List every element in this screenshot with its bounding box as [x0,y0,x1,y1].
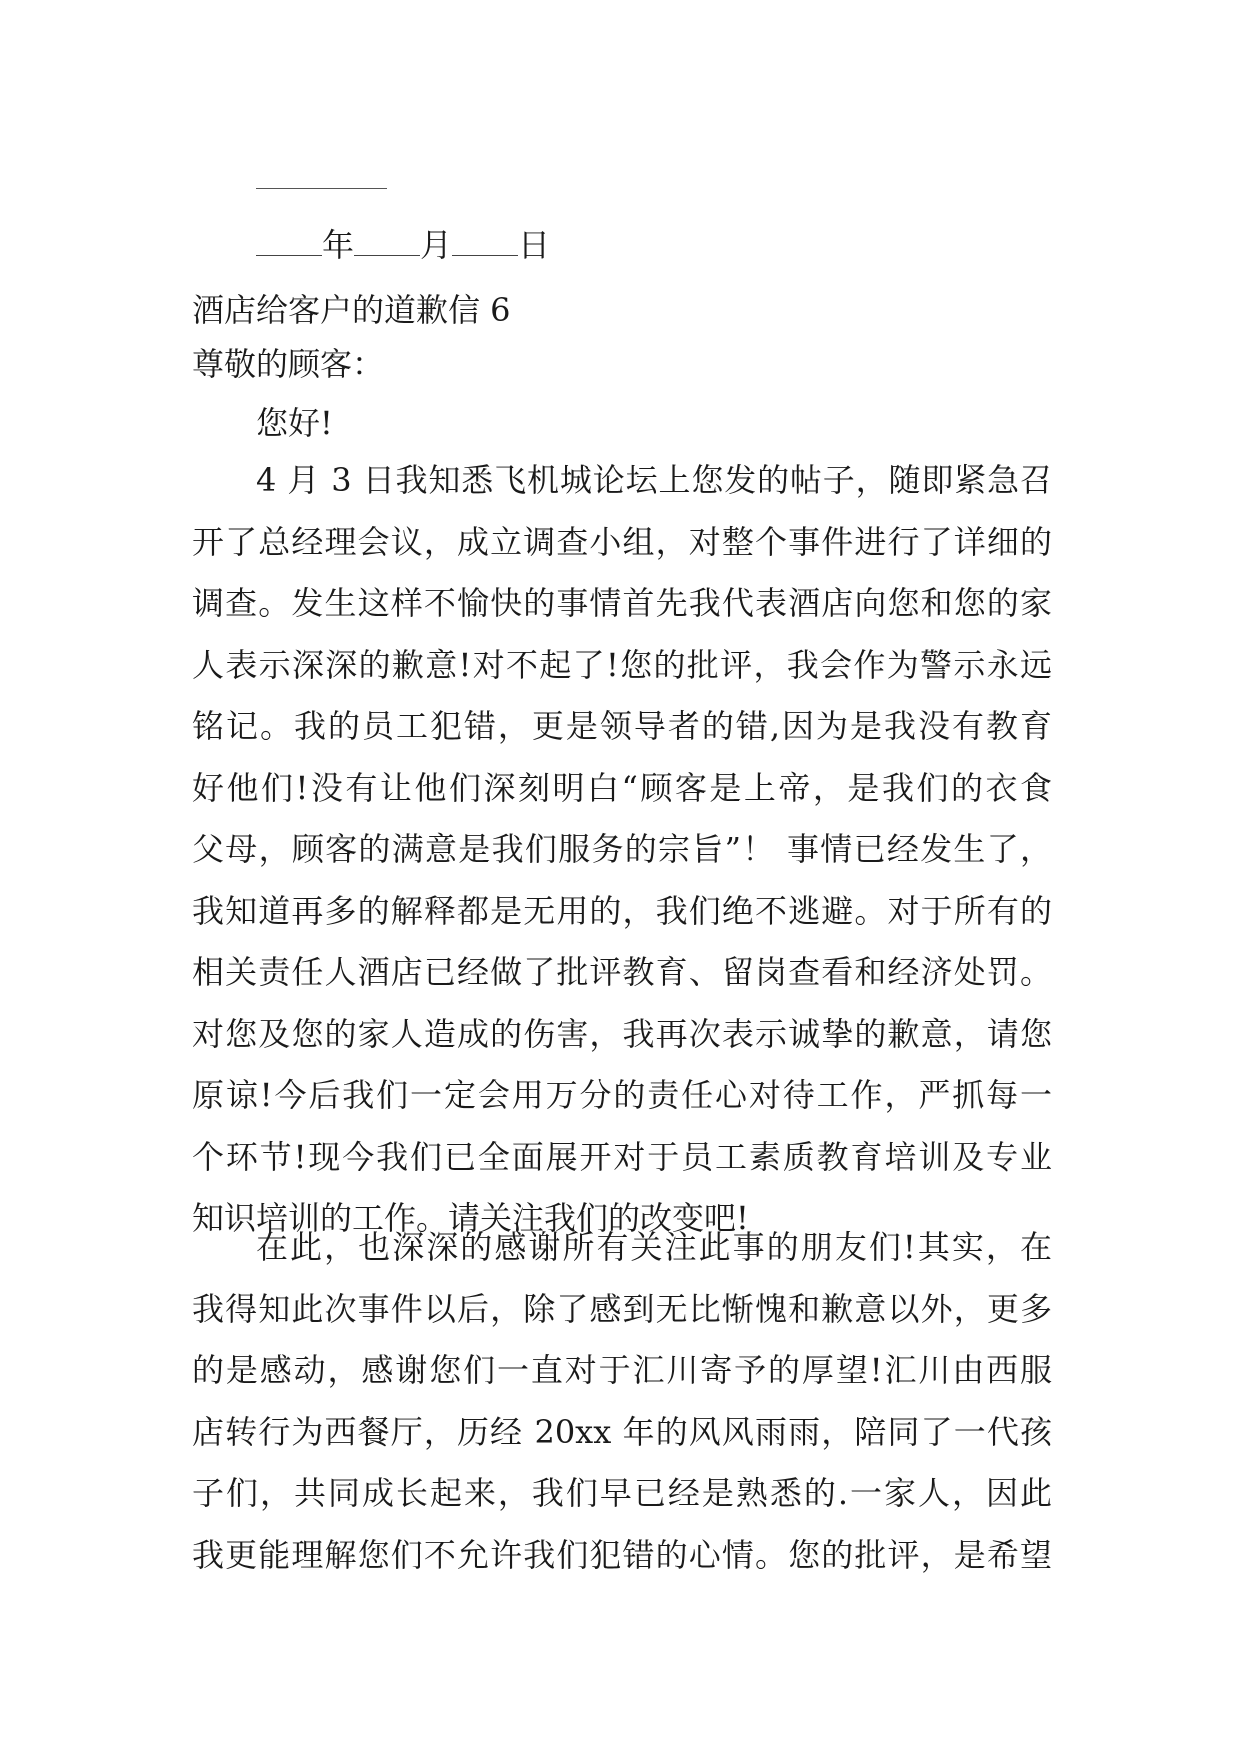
day-label: 日 [518,226,551,264]
paragraph-line: 铭记。我的员工犯错，更是领导者的错,因为是我没有教育 [192,707,1052,745]
day-blank [452,225,518,256]
paragraph-line: 好他们!没有让他们深刻明白“顾客是上帝，是我们的衣食 [192,768,1052,807]
paragraph-line: 4 月 3 日我知悉飞机城论坛上您发的帖子，随即紧急召 [256,461,1052,499]
letter-salutation: 尊敬的顾客： [192,345,385,383]
year-label: 年 [322,226,355,264]
paragraph-line: 我知道再多的解释都是无用的，我们绝不逃避。对于所有的 [192,891,1052,930]
month-label: 月 [420,226,453,264]
paragraph-line: 子们，共同成长起来，我们早已经是熟悉的.一家人，因此 [192,1474,1052,1512]
signature-blank-line [256,188,387,189]
paragraph-line: 父母，顾客的满意是我们服务的宗旨”！ 事情已经发生了， [192,830,1052,868]
letter-title: 酒店给客户的道歉信 6 [192,291,511,329]
paragraph-line: 原谅!今后我们一定会用万分的责任心对待工作，严抓每一 [192,1076,1052,1114]
paragraph-line: 个环节!现今我们已全面展开对于员工素质教育培训及专业 [192,1137,1052,1176]
date-line [256,225,550,265]
paragraph-line: 的是感动，感谢您们一直对于汇川寄予的厚望!汇川由西服 [192,1351,1052,1389]
paragraph-line: 在此，也深深的感谢所有关注此事的朋友们!其实，在 [256,1228,1052,1266]
paragraph-line: 人表示深深的歉意!对不起了!您的批评，我会作为警示永远 [192,645,1052,684]
letter-greeting: 您好! [256,404,333,442]
paragraph-line: 调查。发生这样不愉快的事情首先我代表酒店向您和您的家 [192,584,1052,622]
paragraph-line: 知识培训的工作。请关注我们的改变吧! [192,1199,749,1237]
paragraph-line: 我得知此次事件以后，除了感到无比惭愧和歉意以外，更多 [192,1289,1052,1328]
paragraph-line: 我更能理解您们不允许我们犯错的心情。您的批评，是希望 [192,1535,1052,1574]
paragraph-line: 相关责任人酒店已经做了批评教育、留岗查看和经济处罚。 [192,953,1052,991]
paragraph-line: 店转行为西餐厅，历经 20xx 年的风风雨雨，陪同了一代孩 [192,1412,1052,1451]
paragraph-line: 开了总经理会议，成立调查小组，对整个事件进行了详细的 [192,522,1052,561]
paragraph-line: 对您及您的家人造成的伤害，我再次表示诚挚的歉意，请您 [192,1014,1052,1053]
paragraph-1 [192,450,1052,1250]
paragraph-2 [192,1217,1052,1586]
month-blank [354,225,420,256]
year-blank [256,225,322,256]
